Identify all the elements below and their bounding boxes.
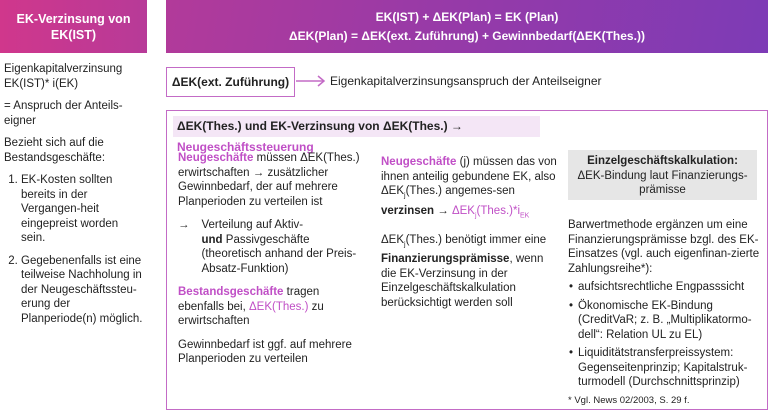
ext-box-label: ΔEK(ext. Zuführung) bbox=[171, 74, 290, 89]
ext-description: Eigenkapitalverzinsungsanspruch der Anteilseigner bbox=[330, 74, 602, 88]
header-left-title: EK-Verzinsung von EK(IST) bbox=[16, 11, 131, 42]
hl: (Thes.)*i bbox=[476, 204, 520, 217]
sub: j bbox=[404, 240, 406, 248]
hl: ΔEK bbox=[451, 204, 475, 217]
thes-heading-highlight: Neugeschäftssteuerung bbox=[177, 140, 314, 154]
sub: j bbox=[404, 192, 406, 200]
txt: tragen ebenfalls bei, bbox=[178, 286, 320, 313]
left-column bbox=[4, 62, 144, 334]
col1-p1 bbox=[178, 151, 364, 209]
txt: müssen ΔEK(Thes.) erwirtschaften → zusätzlicher Gewinnbedarf, der auf mehrere Planperioden zu verteilen ist bbox=[178, 152, 360, 208]
txt: Passivgeschäfte (theoretisch anhand der Preis-Absatz-Funktion) bbox=[201, 233, 357, 275]
hl: Neugeschäfte bbox=[381, 156, 457, 168]
col3-list-item: • Ökonomische EK-Bindung (CreditVaR; z. B. „Multiplikatormo-dell“: Relation UL zu EL) bbox=[578, 299, 763, 343]
header-left bbox=[0, 0, 147, 53]
txt: (j) müssen das von ihnen anteilig gebundene EK, also ΔEK bbox=[381, 156, 557, 197]
col3-list bbox=[568, 280, 763, 390]
col1-p3 bbox=[178, 285, 364, 329]
bold: Finanzierungsprämisse bbox=[381, 253, 510, 266]
col2-p1 bbox=[381, 155, 561, 224]
txt: Verteilung auf Aktiv- bbox=[201, 219, 304, 231]
bold: und bbox=[201, 233, 223, 246]
left-p3: Bezieht sich auf die Bestandsgeschäfte: bbox=[4, 137, 106, 164]
footnote: * Vgl. News 02/2003, S. 29 f. bbox=[568, 394, 690, 406]
txt: zu erwirtschaften bbox=[178, 300, 324, 327]
left-p2: = Anspruch der Anteils-eigner bbox=[4, 100, 123, 127]
left-p1: Eigenkapitalverzinsung EK(IST)* i(EK) bbox=[4, 63, 123, 90]
col1-p4: Gewinnbedarf ist ggf. auf mehrere Planperioden zu verteilen bbox=[178, 338, 352, 365]
column-barwert bbox=[568, 218, 763, 408]
arrow-icon: → bbox=[178, 219, 190, 231]
bold: verzinsen bbox=[381, 204, 435, 217]
sub: j bbox=[474, 212, 477, 220]
hl: Neugeschäfte bbox=[178, 152, 254, 164]
col3-list-item: • Liquiditätstransferpreissystem: Gegenseitenprinzip; Kapitalstruk-turmodell (Durchschnittsprinzip) bbox=[578, 346, 763, 390]
header-right bbox=[166, 0, 768, 53]
txt: (Thes.) benötigt immer eine bbox=[405, 233, 547, 246]
left-list-item: 1. EK-Kosten sollten bereits in der Vergangen-heit eingepreist worden sein. bbox=[21, 173, 144, 246]
gray-subtitle: ΔEK-Bindung laut Finanzierungs-prämisse bbox=[577, 169, 748, 196]
sub: EK bbox=[520, 212, 530, 220]
equation-1: EK(IST) + ΔEK(Plan) = EK (Plan) bbox=[375, 9, 559, 24]
txt: , wenn die EK-Verzinsung in der Einzelgeschäftskalkulation berücksichtigt werden soll bbox=[381, 253, 544, 309]
txt: (Thes.) angemes-sen bbox=[405, 185, 515, 197]
hl: ΔEK(Thes.) bbox=[248, 300, 309, 313]
col3-list-item: • aufsichtsrechtliche Engpasssicht bbox=[578, 280, 763, 295]
einzelgeschaeft-box bbox=[568, 150, 757, 200]
thes-heading-main: ΔEK(Thes.) und EK-Verzinsung von ΔEK(Thes.) → bbox=[177, 119, 463, 133]
left-list-item: 2. Gegebenenfalls ist eine teilweise Nachholung in der Neugeschäftssteu-erung der Planperiode(n) möglich. bbox=[21, 254, 144, 327]
column-neugeschaefte bbox=[178, 151, 364, 376]
equation-2: ΔEK(Plan) = ΔEK(ext. Zuführung) + Gewinnbedarf(ΔEK(Thes.)) bbox=[289, 28, 645, 43]
thes-heading bbox=[173, 116, 540, 154]
column-verzinsung bbox=[381, 155, 561, 319]
txt: ΔEK bbox=[381, 233, 405, 246]
txt: → bbox=[434, 204, 452, 217]
col2-p2 bbox=[381, 233, 561, 311]
col1-p2 bbox=[178, 218, 364, 276]
gray-title: Einzelgeschäftskalkulation: bbox=[587, 155, 738, 167]
hl: Bestandsgeschäfte bbox=[178, 286, 284, 298]
ext-zufuehrung-box bbox=[166, 67, 295, 97]
left-list bbox=[4, 173, 144, 326]
arrow-right-icon bbox=[296, 74, 326, 88]
txt bbox=[202, 218, 365, 276]
col3-intro: Barwertmethode ergänzen um eine Finanzierungsprämisse bzgl. des EK-Einsatzes (vgl. auch eigenfinan-zierte Zahlungsreihe*): bbox=[568, 219, 760, 275]
